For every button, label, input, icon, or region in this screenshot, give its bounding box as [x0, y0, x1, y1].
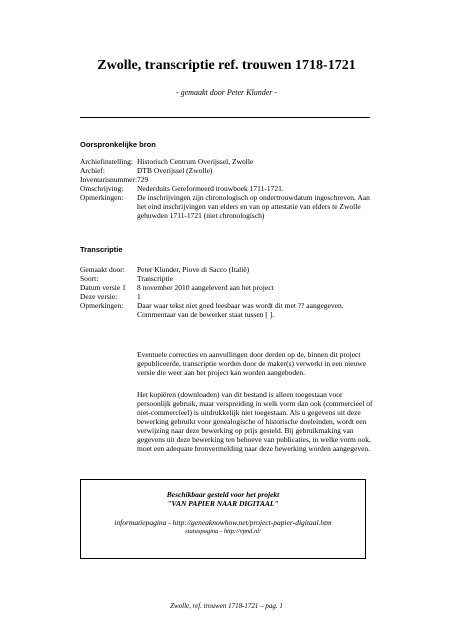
- transcription-key: Opmerkingen:: [80, 301, 124, 310]
- project-name: "VAN PAPIER NAAR DIGITAAL": [167, 499, 279, 508]
- transcription-value: Peter Klunder, Piove di Sacco (Italië): [137, 265, 250, 274]
- transcription-key: Datum versie 1: [80, 283, 126, 292]
- transcription-value: Daar waar tekst niet goed leesbaar was wordt dit met ?? aangegeven. Commentaar van de bewerker staat tussen [ ].: [137, 301, 344, 319]
- info-link[interactable]: informatiepagina - http://geneaknowhow.net/project-papier-digitaal.htm: [114, 518, 332, 527]
- source-value: 729: [137, 175, 149, 184]
- page-title: Zwolle, transcriptie ref. trouwen 1718-1721: [97, 58, 356, 73]
- source-value: DTB Overijssel (Zwolle): [137, 166, 213, 175]
- source-key: Opmerkingen:: [80, 193, 124, 202]
- source-row: [80, 166, 380, 175]
- transcription-key: Gemaakt door:: [80, 265, 125, 274]
- transcription-row: [80, 265, 380, 274]
- source-heading: Oorspronkelijke bron: [80, 140, 156, 149]
- source-row: [80, 193, 380, 220]
- source-value: Historisch Centrum Overijssel, Zwolle: [137, 157, 254, 166]
- transcription-row: [80, 292, 380, 301]
- transcription-table: [80, 265, 380, 319]
- copyright-paragraph: Het kopiëren (downloaden) van dit bestand is alleen toegestaan voor persoonlijk gebruik, maar verspreiding in welk vorm dan ook (commercieel of niet-commercieel) is uitdrukkelijk niet toegestaan. Als u gegevens uit deze bewerking gebruikt voor genealogische of historische doeleinden, wordt een verwijzing naar deze bewerking op prijs gesteld. Bij gebruikmaking van gegevens uit deze bewerking ten behoeve van publicaties, in welke vorm ook, moet een adequate bronvermelding naar deze bewerking worden aangegeven.: [137, 390, 373, 453]
- project-line: Beschikbaar gesteld voor het projekt: [166, 490, 280, 499]
- source-key: Omschrijving:: [80, 184, 124, 193]
- transcription-key: Deze versie:: [80, 292, 118, 301]
- source-key: Inventarisnummer:: [80, 175, 138, 184]
- transcription-value: Transcriptie: [137, 274, 173, 283]
- title-divider: [80, 117, 370, 118]
- source-key: Archiefinstelling:: [80, 157, 133, 166]
- transcription-heading: Transcriptie: [80, 245, 123, 254]
- transcription-key: Soort:: [80, 274, 99, 283]
- project-box: [80, 479, 366, 559]
- corrections-paragraph: Eventuele correcties en aanvullingen door derden op de, binnen dit project gepubliceerde, transcriptie worden door de maker(s) verwerkt in een nieuwe versie die weer aan het project kan worden aangeboden.: [137, 350, 367, 377]
- source-table: [80, 157, 380, 220]
- transcription-value: 8 november 2010 aangeleverd aan het project: [137, 283, 274, 292]
- source-row: [80, 175, 380, 184]
- project-box-heading: [81, 490, 365, 508]
- transcription-row: [80, 301, 380, 319]
- transcription-value: 1: [137, 292, 141, 301]
- page-footer: Zwolle, ref. trouwen 1718-1721 – pag. 1: [170, 602, 283, 610]
- source-value: De inschrijvingen zijn chronologisch op ondertrouwdatum ingeschreven. Aan het eind inschrijvingen van elders en van op attestatie van elders te Zwolle gehuwden 1711-1721 (niet chronologisch): [137, 193, 370, 220]
- page-subtitle: - gemaakt door Peter Klunder -: [175, 88, 278, 97]
- source-row: [80, 184, 380, 193]
- source-key: Archief:: [80, 166, 105, 175]
- status-link[interactable]: statuspagina - http://vpnd.nl/: [185, 528, 261, 535]
- transcription-row: [80, 274, 380, 283]
- transcription-row: [80, 283, 380, 292]
- source-row: [80, 157, 380, 166]
- source-value: Nederduits Gereformeerd trouwboek 1711-1721.: [137, 184, 284, 193]
